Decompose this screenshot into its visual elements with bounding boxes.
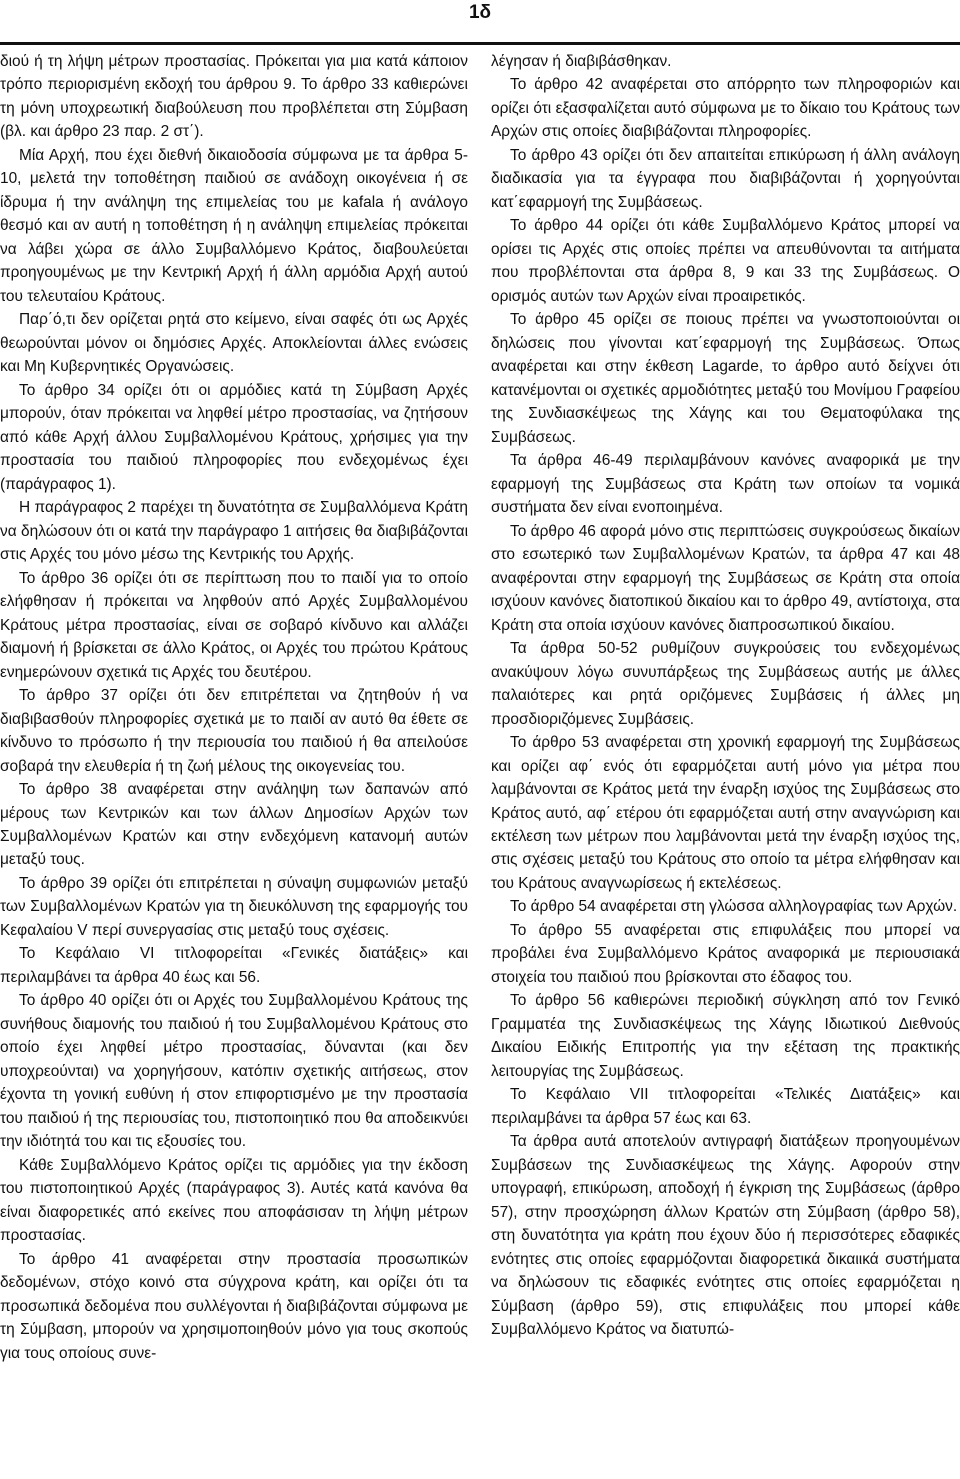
paragraph: Το άρθρο 41 αναφέρεται στην προστασία προσωπικών δεδομένων, στόχο κοινό στα σύγχρονα κράτη, και ορίζει ότι τα προσωπικά δεδομένα που συλλέγονται ή διαβιβάζονται σύμφωνα με τη Σύμβαση, μπορούν να χρησιμοποιηθούν μόνο για τους σκοπούς για τους οποίους συνε- bbox=[0, 1250, 468, 1362]
paragraph: Το άρθρο 44 ορίζει ότι κάθε Συμβαλλόμενο Κράτος μπορεί να ορίσει τις Αρχές στις οποίες πρέπει να απευθύνονται τα αιτήματα που προβλέπονται στα άρθρα 8, 9 και 33 της Συμβάσεως. Ο ορισμός αυτών των Αρχών είναι προαιρετικός. bbox=[491, 217, 960, 305]
paragraph: Μία Αρχή, που έχει διεθνή δικαιοδοσία σύμφωνα με τα άρθρα 5-10, μελετά την τοποθέτηση παιδιού σε ανάδοχη οικογένεια ή σε ίδρυμα ή την ανάληψη της επιμελείας του με kafala ή ανάλογο θεσμό και αν αυτή η τοποθέτηση ή η ανάληψη επιμελείας πρόκειται να λάβει χώρα σε άλλο Συμβαλλόμενο Κράτος, διαβουλεύεται προηγουμένως με την Κεντρική Αρχή ή άλλη αρμόδια Αρχή αυτού του τελευταίου Κράτους. bbox=[0, 146, 468, 305]
paragraph: Το Κεφάλαιο VII τιτλοφορείται «Τελικές Διατάξεις» και περιλαμβάνει τα άρθρα 57 έως και 63. bbox=[491, 1086, 960, 1127]
page-header bbox=[0, 0, 960, 46]
paragraph: Το Κεφάλαιο VI τιτλοφορείται «Γενικές διατάξεις» και περιλαμβάνει τα άρθρα 40 έως και 56. bbox=[0, 945, 468, 986]
paragraph: Το άρθρο 55 αναφέρεται στις επιφυλάξεις που μπορεί να προβάλει ένα Συμβαλλόμενο Κράτος αναφορικά με περιουσιακά στοιχεία του παιδιού που βρίσκονται στο έδαφος του. bbox=[491, 921, 960, 986]
paragraph: Κάθε Συμβαλλόμενο Κράτος ορίζει τις αρμόδιες για την έκδοση του πιστοποιητικού Αρχές (παράγραφος 3). Αυτές κατά κανόνα θα είναι διαφορετικές από εκείνες που αποφάσισαν τη λήψη μέτρων προστασίας. bbox=[0, 1156, 468, 1245]
paragraph: Το άρθρο 34 ορίζει ότι οι αρμόδιες κατά τη Σύμβαση Αρχές μπορούν, όταν πρόκειται να ληφθεί μέτρο προστασίας, να ζητήσουν από κάθε Αρχή άλλου Συμβαλλομένου Κράτους, χρήσιμες για την προστασία του παιδιού πληροφορίες που ενδεχομένως έχει (παράγραφος 1). bbox=[0, 381, 468, 493]
paragraph: λέγησαν ή διαβιβάσθηκαν. bbox=[491, 53, 672, 70]
paragraph: Το άρθρο 38 αναφέρεται στην ανάληψη των δαπανών από μέρους των Κεντρικών και των άλλων Δημοσίων Αρχών των Συμβαλλομένων Κρατών και στην ενδεχόμενη κατανομή αυτών μεταξύ τους. bbox=[0, 781, 468, 869]
paragraph: Παρ΄ό,τι δεν ορίζεται ρητά στο κείμενο, είναι σαφές ότι ως Αρχές θεωρούνται μόνον οι δημόσιες Αρχές. Αποκλείονται άλλες ενώσεις και Μη Κυβερνητικές Οργανώσεις. bbox=[0, 311, 468, 376]
paragraph: Το άρθρο 54 αναφέρεται στη γλώσσα αλληλογραφίας των Αρχών. bbox=[510, 898, 958, 916]
paragraph: Το άρθρο 40 ορίζει ότι οι Αρχές του Συμβαλλομένου Κράτους της συνήθους διαμονής του παιδιού ή του Συμβαλλομένου Κράτους στο οποίο έχει ληφθεί μέτρο προστασίας, δύνανται (και δεν υποχρεούνται) να χορηγήσουν, κατόπιν σχετικής αιτήσεως, στον έχοντα τη γονική ευθύνη ή στον επιφορτισμένο με την προστασία του παιδιού ή της περιουσίας του, πιστοποιητικό που θα αποδεικνύει την ιδιότητά του και τις εξουσίες του. bbox=[0, 992, 468, 1151]
left-column bbox=[0, 50, 468, 1479]
paragraph: Το άρθρο 39 ορίζει ότι επιτρέπεται η σύναψη συμφωνιών μεταξύ των Συμβαλλομένων Κρατών για τη διευκόλυνση της εφαρμογής του Κεφαλαίου V περί συνεργασίας στις μεταξύ τους σχέσεις. bbox=[0, 874, 468, 939]
paragraph: Τα άρθρα αυτά αποτελούν αντιγραφή διατάξεων προηγουμένων Συμβάσεων της Συνδιασκέψεως της Χάγης. Αφορούν στην υπογραφή, επικύρωση, αποδοχή ή έγκριση της Συμβάσεως (άρθρο 57), στην προσχώρηση άλλων Κρατών στη Σύμβαση (άρθρο 58), στη δυνατότητα για κράτη που έχουν δύο ή περισσότερες εδαφικές ενότητες στις οποίες εφαρμόζονται διαφορετικά δικαιικά συστήματα να δηλώσουν τις εδαφικές ενότητες στις οποίες εφαρμόζεται η Σύμβαση (άρθρο 59), στις επιφυλάξεις που μπορεί κάθε Συμβαλλόμενο Κράτος να διατυπώ- bbox=[491, 1133, 960, 1339]
paragraph: Το άρθρο 46 αφορά μόνο στις περιπτώσεις συγκρούσεως δικαίων στο εσωτερικό των Συμβαλλομένων Κρατών, τα άρθρα 47 και 48 αναφέρονται στην εφαρμογή της Συμβάσεως σε Κράτη στα οποία ισχύουν κανόνες διατοπικού δικαίου και το άρθρο 49, αντίστοιχα, στα Κράτη στα οποία ισχύουν κανόνες διαπροσωπικού δικαίου. bbox=[491, 522, 960, 634]
paragraph: Τα άρθρα 46-49 περιλαμβάνουν κανόνες αναφορικά με την εφαρμογή της Συμβάσεως στα Κράτη των οποίων τα νομικά συστήματα δεν είναι ενοποιημένα. bbox=[491, 452, 960, 517]
paragraph: Το άρθρο 36 ορίζει ότι σε περίπτωση που το παιδί για το οποίο ελήφθησαν ή πρόκειται να ληφθούν από Αρχές Συμβαλλομένου Κράτους μέτρα προστασίας, είναι σε σοβαρό κίνδυνο και αλλάζει διαμονή ή βρίσκεται σε άλλο Κράτος, οι Αρχές του πρώτου Κράτους ενημερώνουν σχετικά τις Αρχές του δευτέρου. bbox=[0, 569, 468, 681]
page-number: 1δ bbox=[468, 2, 492, 23]
paragraph: Το άρθρο 53 αναφέρεται στη χρονική εφαρμογή της Συμβάσεως και ορίζει αφ΄ ενός ότι εφαρμόζεται αυτή μόνο για μέτρα που λαμβάνονται σε Κράτος μετά την έναρξη ισχύος της Συμβάσεως στο Κράτος αυτό, αφ΄ ετέρου ότι εφαρμόζεται αυτή στην αναγνώριση και εκτέλεση των μέτρων που λαμβάνονται μετά την έναρξη ισχύος της, στις σχέσεις μεταξύ του Κράτους στο οποίο τα μέτρα ελήφθησαν και του Κράτους αναγνωρίσεως ή εκτελέσεως. bbox=[491, 734, 960, 892]
paragraph: Η παράγραφος 2 παρέχει τη δυνατότητα σε Συμβαλλόμενα Κράτη να δηλώσουν ότι οι κατά την παράγραφο 1 αιτήσεις θα διαβιβάζονται στις Αρχές του μόνο μέσω της Κεντρικής του Αρχής. bbox=[0, 499, 468, 564]
paragraph: Το άρθρο 43 ορίζει ότι δεν απαιτείται επικύρωση ή άλλη ανάλογη διαδικασία για τα έγγραφα που διαβιβάζονται ή χορηγούνται κατ΄εφαρμογή της Συμβάσεως. bbox=[491, 146, 960, 211]
paragraph: διού ή τη λήψη μέτρων προστασίας. Πρόκειται για μια κατά κάποιον τρόπο περιορισμένη εκδοχή του άρθρου 9. Το άρθρο 33 καθιερώνει τη μόνη υποχρεωτική διαβούλευση που προβλέπεται στη Σύμβαση (βλ. και άρθρο 23 παρ. 2 στ΄). bbox=[0, 53, 468, 141]
paragraph: Το άρθρο 56 καθιερώνει περιοδική σύγκληση από τον Γενικό Γραμματέα της Συνδιασκέψεως της Χάγης Ιδιωτικού Διεθνούς Δικαίου Ειδικής Επιτροπής για την εξέταση της πρακτικής λειτουργίας της Συμβάσεως. bbox=[491, 992, 960, 1080]
paragraph: Το άρθρο 45 ορίζει σε ποιους πρέπει να γνωστοποιούνται οι δηλώσεις που γίνονται κατ΄εφαρμογή της Συμβάσεως. Όπως αναφέρεται και στην έκθεση Lagarde, το άρθρο αυτό δείχνει ότι κατανέμονται οι σχετικές αρμοδιότητες μεταξύ του Μονίμου Γραφείου της Συνδιασκέψεως της Χάγης και του Θεματοφύλακα της Συμβάσεως. bbox=[491, 311, 960, 446]
paragraph: Τα άρθρα 50-52 ρυθμίζουν συγκρούσεις του ενδεχομένως ανακύψουν λόγω συνυπάρξεως της Συμβάσεως αυτής με άλλες παλαιότερες και ρητά οριζόμενες Συμβάσεις ή άλλες μη προσδιοριζόμενες Συμβάσεις. bbox=[491, 640, 960, 728]
paragraph: Το άρθρο 37 ορίζει ότι δεν επιτρέπεται να ζητηθούν ή να διαβιβασθούν πληροφορίες σχετικά με το παιδί αν αυτό θα έθετε σε κίνδυνο το πρόσωπο ή την περιουσία του παιδιού ή θα απειλούσε σοβαρά την ελευθερία ή τη ζωή μέλους της οικογενείας του. bbox=[0, 687, 468, 775]
paragraph: Το άρθρο 42 αναφέρεται στο απόρρητο των πληροφοριών και ορίζει ότι εξασφαλίζεται αυτό σύμφωνα με το δίκαιο του Κράτους των Αρχών στις οποίες διαβιβάζονται πληροφορίες. bbox=[491, 76, 960, 141]
right-column bbox=[491, 50, 960, 1479]
header-rule bbox=[0, 42, 960, 45]
